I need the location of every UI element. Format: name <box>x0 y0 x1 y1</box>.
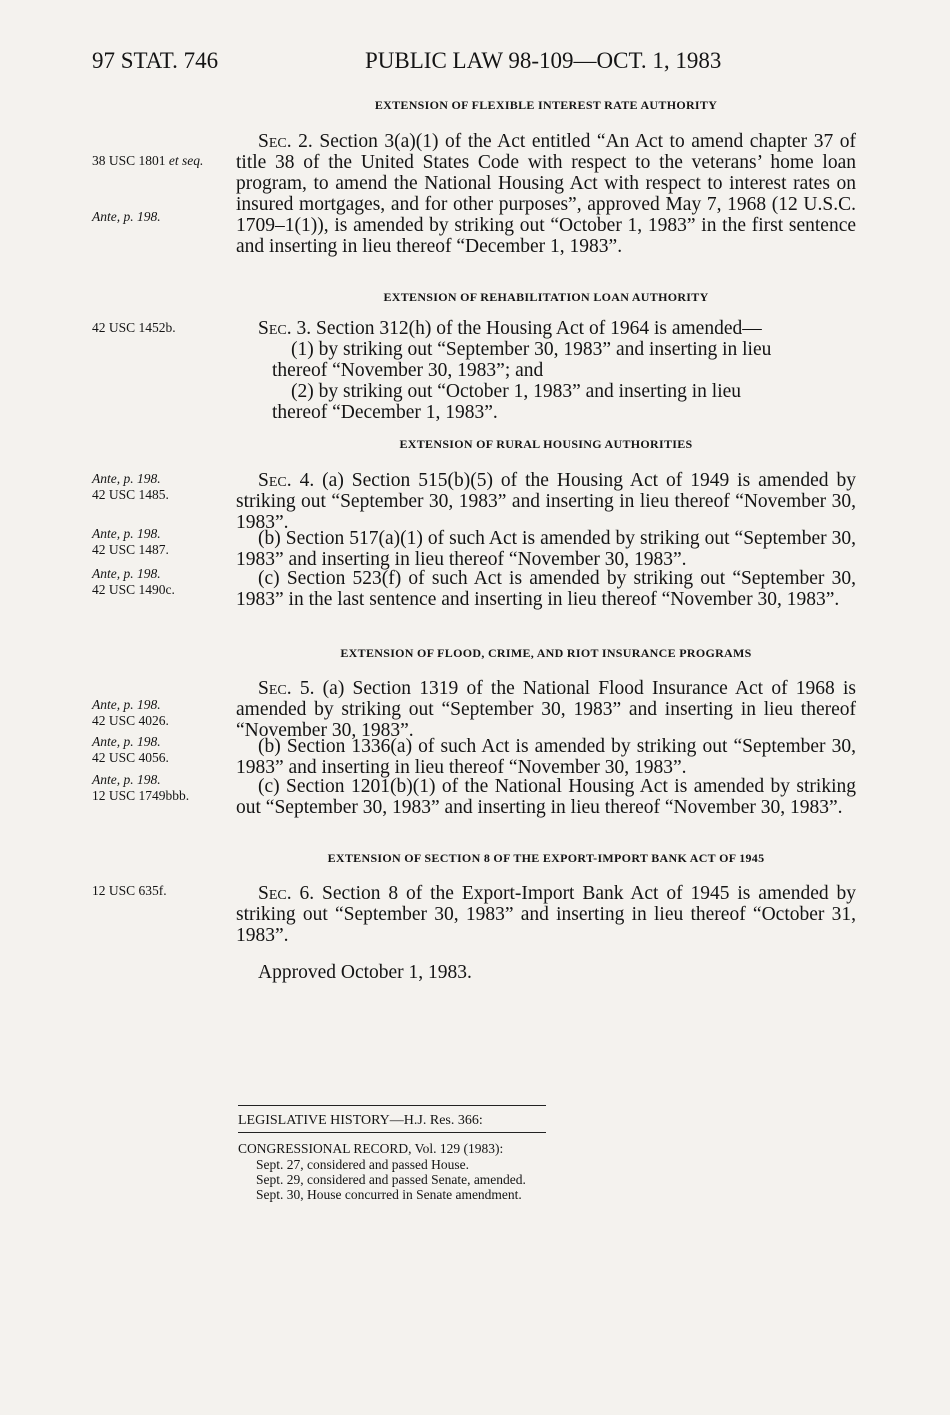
note-text: 42 USC 1485. <box>92 487 169 502</box>
sec6-margin-note: 12 USC 635f. <box>92 883 167 898</box>
sec3-heading: EXTENSION OF REHABILITATION LOAN AUTHORITY <box>383 290 709 304</box>
page-reference: 97 STAT. 746 <box>92 48 219 73</box>
sec4-paragraph-c: (c) Section 523(f) of such Act is amended by striking out “September 30, 1983” in the last sentence and inserting in lieu thereof “November 30, 1983”. <box>236 568 856 610</box>
sec2-heading: EXTENSION OF FLEXIBLE INTEREST RATE AUTHORITY <box>374 98 718 112</box>
sec4-margin-note-c <box>92 566 232 598</box>
sec2-margin-note-b <box>92 209 232 225</box>
item-line: thereof “December 1, 1983”. <box>272 402 498 423</box>
note-text: 38 USC 1801 <box>92 153 166 168</box>
congressional-record: CONGRESSIONAL RECORD, Vol. 129 (1983): <box>238 1141 504 1156</box>
section-label: Sec. 5. <box>258 678 315 699</box>
law-title: PUBLIC LAW 98-109—OCT. 1, 1983 <box>365 48 722 73</box>
item-line: (2) by striking out “October 1, 1983” and inserting in lieu <box>291 381 742 402</box>
section-label: Sec. 3. <box>258 318 312 339</box>
legislative-history-list <box>256 1157 526 1202</box>
sec4-heading: EXTENSION OF RURAL HOUSING AUTHORITIES <box>399 437 693 451</box>
sec6-paragraph <box>236 883 856 946</box>
section-text: Section 8 of the Export-Import Bank Act of 1945 is amended by striking out “September 30, 1983” and inserting in lieu thereof “October 31, 1983”. <box>236 883 856 946</box>
section-label: Sec. 6. <box>258 883 315 904</box>
list-item: Sept. 27, considered and passed House. <box>256 1157 469 1172</box>
sec2-margin-note-a <box>92 153 232 169</box>
note-text: et seq. <box>168 153 204 168</box>
note-text: Ante, p. 198. <box>92 772 161 787</box>
note-text: Ante, p. 198. <box>92 566 161 581</box>
section-label: Sec. 4. <box>258 470 315 491</box>
sec5-paragraph-a <box>236 678 856 741</box>
sec3-item-1 <box>236 339 856 381</box>
sec5-margin-note-b <box>92 734 232 766</box>
sec5-paragraph-c: (c) Section 1201(b)(1) of the National Housing Act is amended by striking out “September 30, 1983” and inserting in lieu thereof “November 30, 1983”. <box>236 776 856 818</box>
approval-date: Approved October 1, 1983. <box>258 962 472 983</box>
note-text: 12 USC 1749bbb. <box>92 788 190 803</box>
list-item: Sept. 29, considered and passed Senate, amended. <box>256 1172 526 1187</box>
section-text: Section 312(h) of the Housing Act of 1964 is amended— <box>316 318 762 339</box>
section-text: (a) Section 1319 of the National Flood Insurance Act of 1968 is amended by striking out “September 30, 1983” and inserting in lieu thereof “November 30, 1983”. <box>236 678 856 741</box>
list-item: Sept. 30, House concurred in Senate amendment. <box>256 1187 522 1202</box>
section-text: (a) Section 515(b)(5) of the Housing Act of 1949 is amended by striking out “September 30, 1983” and inserting in lieu thereof “November 30, 1983”. <box>236 470 856 533</box>
note-text: 42 USC 4026. <box>92 713 169 728</box>
note-text: 42 USC 4056. <box>92 750 169 765</box>
section-text: Section 3(a)(1) of the Act entitled “An Act to amend chapter 37 of title 38 of the United States Code with respect to the veterans’ home loan program, to amend the National Housing Act with respect to interest rates on insured mortgages, and for other purposes”, approved May 7, 1968 (12 U.S.C. 1709–1(1)), is amended by striking out “October 1, 1983” in the first sentence and inserting in lieu thereof “December 1, 1983”. <box>236 131 856 257</box>
sec4-paragraph-b: (b) Section 517(a)(1) of such Act is amended by striking out “September 30, 1983” and inserting in lieu thereof “November 30, 1983”. <box>236 528 856 570</box>
sec3-item-2 <box>236 381 856 423</box>
legislative-history-title: LEGISLATIVE HISTORY—H.J. Res. 366: <box>238 1113 483 1128</box>
note-text: 42 USC 1490c. <box>92 582 175 597</box>
note-text: 42 USC 1487. <box>92 542 169 557</box>
sec4-paragraph-a <box>236 470 856 533</box>
section-label: Sec. 2. <box>258 131 313 152</box>
note-text: Ante, p. 198. <box>92 697 161 712</box>
divider <box>238 1132 546 1133</box>
sec5-heading: EXTENSION OF FLOOD, CRIME, AND RIOT INSURANCE PROGRAMS <box>340 646 752 660</box>
item-line: (1) by striking out “September 30, 1983” and inserting in lieu <box>291 339 772 360</box>
sec3-paragraph <box>236 318 856 339</box>
note-text: Ante, p. 198. <box>92 471 161 486</box>
item-line: thereof “November 30, 1983”; and <box>272 360 544 381</box>
sec4-margin-note-b <box>92 526 232 558</box>
sec4-margin-note-a <box>92 471 232 503</box>
note-text: Ante, p. 198. <box>92 526 161 541</box>
sec5-paragraph-b: (b) Section 1336(a) of such Act is amended by striking out “September 30, 1983” and inserting in lieu thereof “November 30, 1983”. <box>236 736 856 778</box>
divider <box>238 1105 546 1106</box>
note-text: Ante, p. 198. <box>92 734 161 749</box>
note-text: Ante, p. 198. <box>92 209 161 224</box>
sec3-margin-note: 42 USC 1452b. <box>92 320 176 335</box>
sec5-margin-note-a <box>92 697 232 729</box>
sec5-margin-note-c <box>92 772 232 804</box>
sec6-heading: EXTENSION OF SECTION 8 OF THE EXPORT-IMPORT BANK ACT OF 1945 <box>327 851 765 865</box>
sec2-paragraph <box>236 131 856 257</box>
